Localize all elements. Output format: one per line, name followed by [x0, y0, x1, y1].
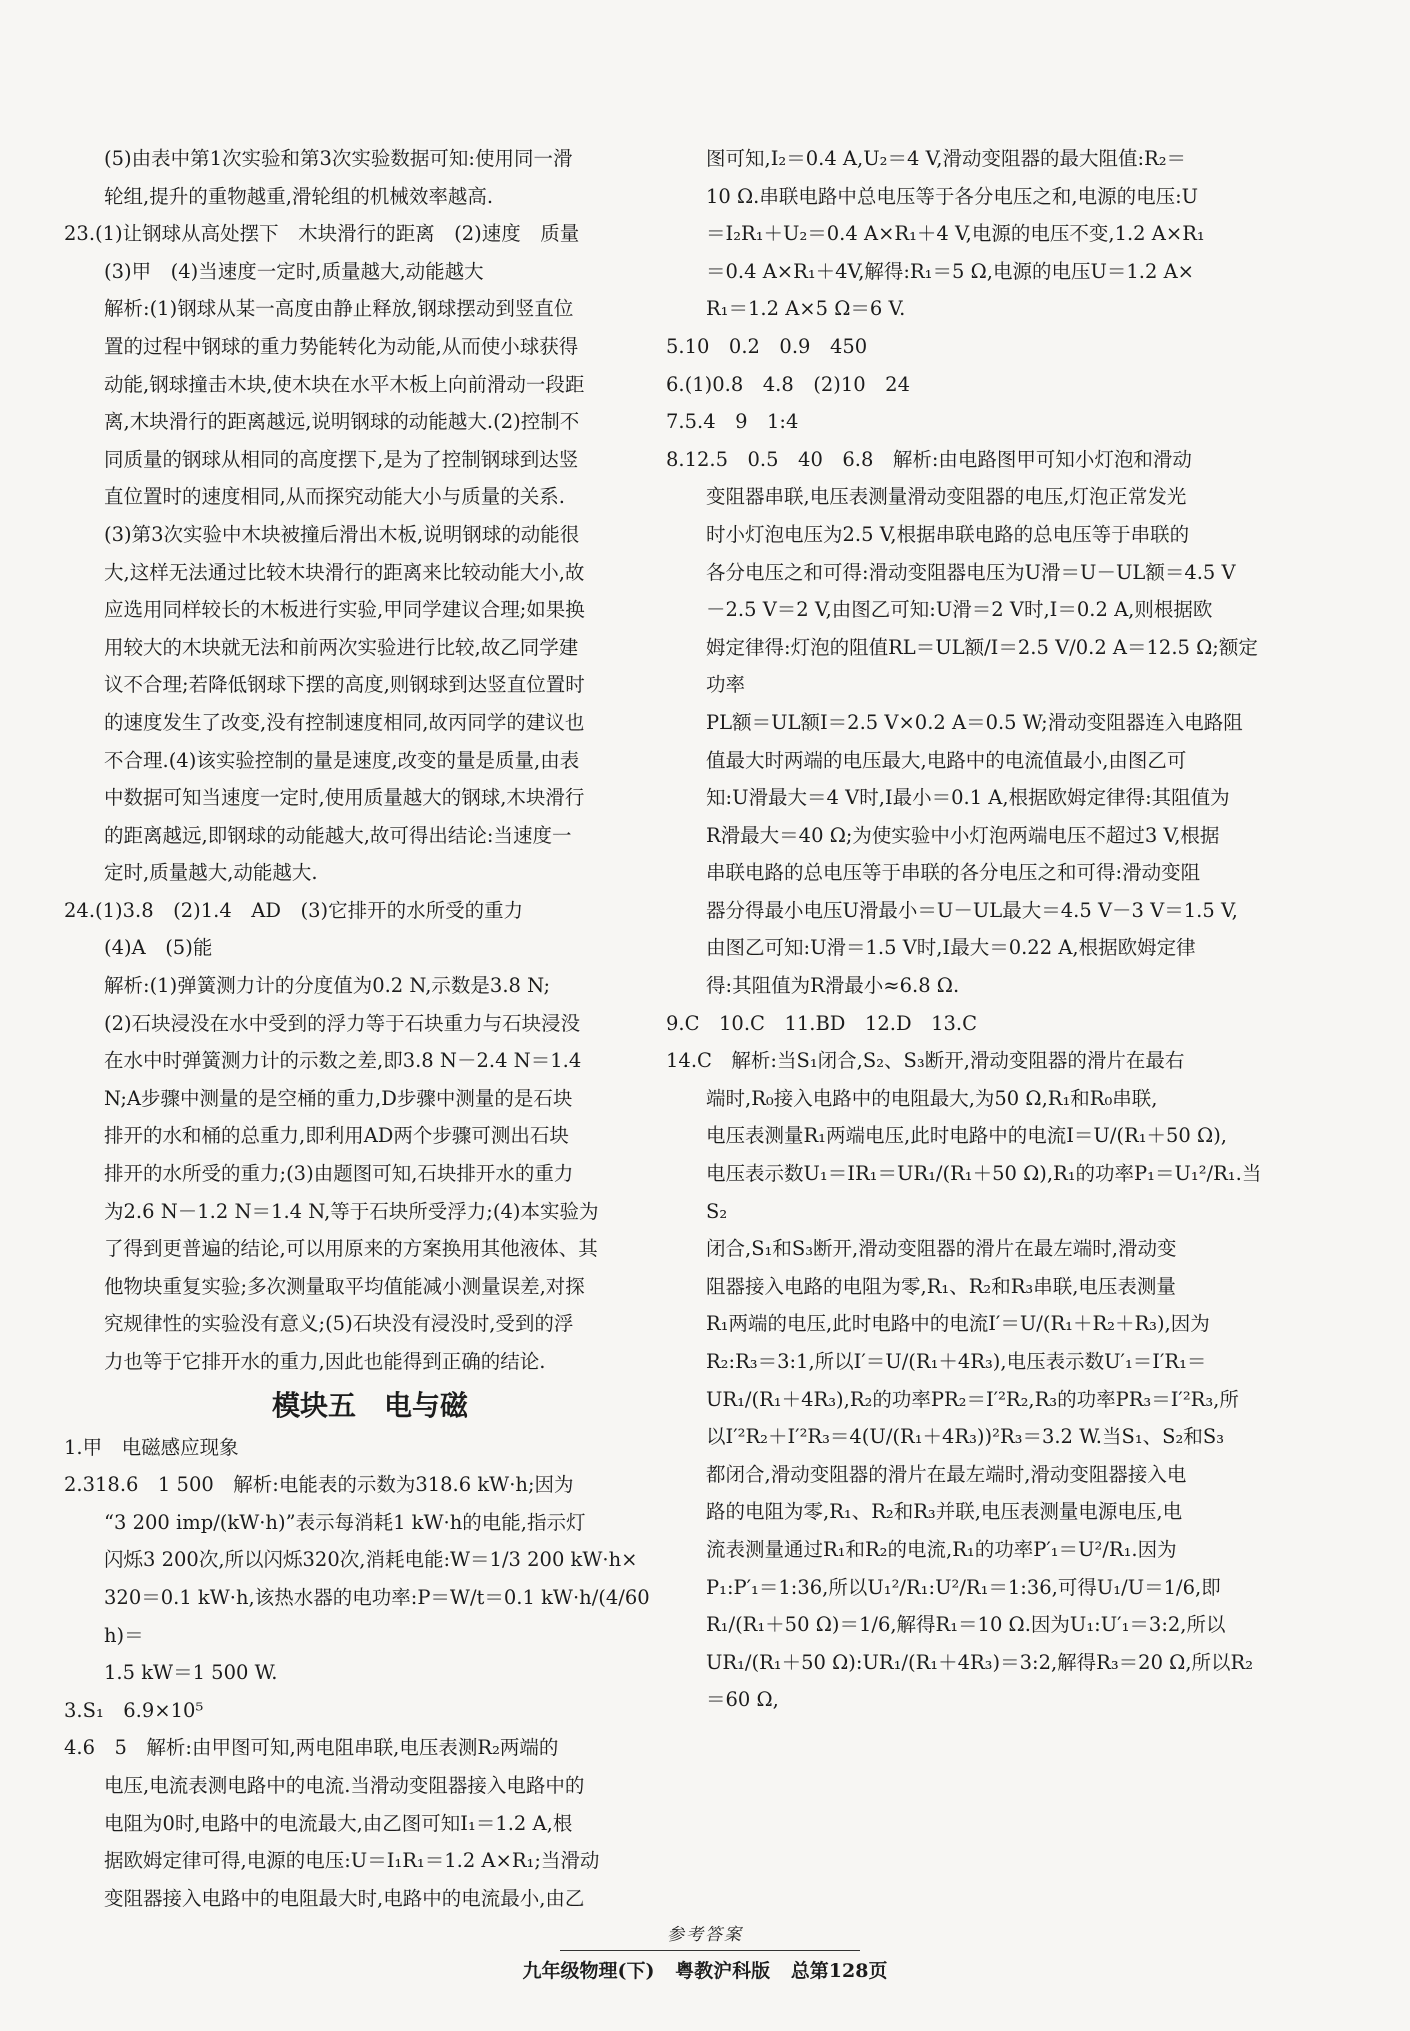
text-line: 变阻器串联,电压表测量滑动变阻器的电压,灯泡正常发光 — [706, 485, 1187, 509]
text-line: 值最大时两端的电压最大,电路中的电流值最小,由图乙可 — [706, 748, 1187, 772]
right-column — [666, 140, 1266, 1719]
text-line: 应选用同样较长的木板进行实验,甲同学建议合理;如果换 — [104, 598, 585, 622]
text-line: (4)A (5)能 — [104, 936, 213, 960]
footer-edition: 粤教沪科版 — [675, 1960, 771, 1982]
text-line: R₁＝1.2 A×5 Ω＝6 V. — [706, 297, 906, 321]
text-line: 6.(1)0.8 4.8 (2)10 24 — [666, 372, 910, 396]
text-line: 用较大的木块就无法和前两次实验进行比较,故乙同学建 — [104, 635, 579, 659]
text-line: 得:其阻值为R滑最小≈6.8 Ω. — [706, 974, 960, 998]
text-line: 排开的水和桶的总重力,即利用AD两个步骤可测出石块 — [104, 1124, 569, 1148]
text-line: ＝I₂R₁＋U₂＝0.4 A×R₁＋4 V,电源的电压不变,1.2 A×R₁ — [706, 222, 1205, 246]
text-line: 的距离越远,即钢球的动能越大,故可得出结论:当速度一 — [104, 823, 572, 847]
text-line: 1.甲 电磁感应现象 — [64, 1435, 239, 1459]
text-line: 直位置时的速度相同,从而探究动能大小与质量的关系. — [104, 485, 565, 509]
text-line: ＝0.4 A×R₁＋4V,解得:R₁＝5 Ω,电源的电压U＝1.2 A× — [706, 259, 1195, 283]
text-line: 以I′²R₂＋I′²R₃＝4(U/(R₁＋4R₃))²R₃＝3.2 W.当S₁、S₂和S₃ — [706, 1425, 1225, 1449]
text-line: 7.5.4 9 1:4 — [666, 410, 799, 434]
text-line: 据欧姆定律可得,电源的电压:U＝I₁R₁＝1.2 A×R₁;当滑动 — [104, 1849, 600, 1873]
text-line: 阻器接入电路的电阻为零,R₁、R₂和R₃串联,电压表测量 — [706, 1274, 1176, 1298]
text-line: 同质量的钢球从相同的高度摆下,是为了控制钢球到达竖 — [104, 447, 579, 471]
text-line: 闭合,S₁和S₃断开,滑动变阻器的滑片在最左端时,滑动变 — [706, 1237, 1177, 1261]
text-line: 3.S₁ 6.9×10⁵ — [64, 1698, 204, 1722]
text-line: 究规律性的实验没有意义;(5)石块没有浸没时,受到的浮 — [104, 1312, 574, 1336]
text-line: 各分电压之和可得:滑动变阻器电压为U滑＝U－UL额＝4.5 V — [706, 560, 1236, 584]
text-line: 的速度发生了改变,没有控制速度相同,故丙同学的建议也 — [104, 710, 585, 734]
text-line: 议不合理;若降低钢球下摆的高度,则钢球到达竖直位置时 — [104, 673, 585, 697]
text-line: R₁/(R₁＋50 Ω)＝1/6,解得R₁＝10 Ω.因为U₁:U′₁＝3:2,所以 — [706, 1613, 1226, 1637]
text-line: 1.5 kW＝1 500 W. — [104, 1661, 278, 1685]
text-line: 了得到更普遍的结论,可以用原来的方案换用其他液体、其 — [104, 1237, 598, 1261]
footer-caption: 参考答案 — [667, 1925, 743, 1945]
text-line: R滑最大＝40 Ω;为使实验中小灯泡两端电压不超过3 V,根据 — [706, 823, 1220, 847]
text-line: 大,这样无法通过比较木块滑行的距离来比较动能大小,故 — [104, 560, 585, 584]
text-line: 24.(1)3.8 (2)1.4 AD (3)它排开的水所受的重力 — [64, 898, 524, 922]
text-line: 9.C 10.C 11.BD 12.D 13.C — [666, 1011, 978, 1035]
text-line: 排开的水所受的重力;(3)由题图可知,石块排开水的重力 — [104, 1162, 574, 1186]
text-line: 变阻器接入电路中的电阻最大时,电路中的电流最小,由乙 — [104, 1886, 585, 1910]
text-line: 在水中时弹簧测力计的示数之差,即3.8 N－2.4 N＝1.4 — [104, 1049, 582, 1073]
text-line: 电压表示数U₁＝IR₁＝UR₁/(R₁＋50 Ω),R₁的功率P₁＝U₁²/R₁.当S₂ — [706, 1162, 1262, 1223]
text-line: (3)第3次实验中木块被撞后滑出木板,说明钢球的动能很 — [104, 522, 580, 546]
text-line: 他物块重复实验;多次测量取平均值能减小测量误差,对探 — [104, 1274, 585, 1298]
footer-grade: 九年级物理(下) — [522, 1960, 655, 1982]
text-line: 电压,电流表测电路中的电流.当滑动变阻器接入电路中的 — [104, 1773, 585, 1797]
text-line: 2.318.6 1 500 解析:电能表的示数为318.6 kW·h;因为 — [64, 1473, 574, 1497]
text-line: 都闭合,滑动变阻器的滑片在最左端时,滑动变阻器接入电 — [706, 1462, 1187, 1486]
text-line: 解析:(1)钢球从某一高度由静止释放,钢球摆动到竖直位 — [104, 297, 574, 321]
text-line: 由图乙可知:U滑＝1.5 V时,I最大＝0.22 A,根据欧姆定律 — [706, 936, 1196, 960]
text-line: 4.6 5 解析:由甲图可知,两电阻串联,电压表测R₂两端的 — [64, 1736, 559, 1760]
text-line: 23.(1)让钢球从高处摆下 木块滑行的距离 (2)速度 质量 — [64, 222, 580, 246]
text-line: 图可知,I₂＝0.4 A,U₂＝4 V,滑动变阻器的最大阻值:R₂＝ — [706, 147, 1187, 170]
text-line: 电压表测量R₁两端电压,此时电路中的电流I＝U/(R₁＋50 Ω), — [706, 1124, 1227, 1148]
footer-divider — [560, 1950, 860, 1951]
text-line: 为2.6 N－1.2 N＝1.4 N,等于石块所受浮力;(4)本实验为 — [104, 1199, 599, 1223]
text-line: “3 200 imp/(kW·h)”表示每消耗1 kW·h的电能,指示灯 — [104, 1510, 586, 1534]
text-line: 解析:(1)弹簧测力计的分度值为0.2 N,示数是3.8 N; — [104, 974, 551, 998]
text-line: R₁两端的电压,此时电路中的电流I′＝U/(R₁＋R₂＋R₃),因为 — [706, 1312, 1210, 1336]
text-line: 14.C 解析:当S₁闭合,S₂、S₃断开,滑动变阻器的滑片在最右 — [666, 1049, 1185, 1073]
left-column — [64, 140, 676, 1917]
text-line: 路的电阻为零,R₁、R₂和R₃并联,电压表测量电源电压,电 — [706, 1500, 1183, 1524]
text-line: 动能,钢球撞击木块,使木块在水平木板上向前滑动一段距 — [104, 372, 585, 396]
text-line: 8.12.5 0.5 40 6.8 解析:由电路图甲可知小灯泡和滑动 — [666, 447, 1192, 471]
text-line: R₂:R₃＝3:1,所以I′＝U/(R₁＋4R₃),电压表示数U′₁＝I′R₁＝ — [706, 1350, 1207, 1373]
text-line: N;A步骤中测量的是空桶的重力,D步骤中测量的是石块 — [104, 1086, 573, 1110]
text-line: 知:U滑最大＝4 V时,I最小＝0.1 A,根据欧姆定律得:其阻值为 — [706, 786, 1230, 810]
text-line: 320＝0.1 kW·h,该热水器的电功率:P＝W/t＝0.1 kW·h/(4/60 h)＝ — [104, 1585, 650, 1647]
text-line: 姆定律得:灯泡的阻值RL＝UL额/I＝2.5 V/0.2 A＝12.5 Ω;额定功率 — [706, 635, 1258, 697]
text-line: (3)甲 (4)当速度一定时,质量越大,动能越大 — [104, 259, 484, 283]
text-line: 电阻为0时,电路中的电流最大,由乙图可知I₁＝1.2 A,根 — [104, 1811, 573, 1835]
text-line: 中数据可知当速度一定时,使用质量越大的钢球,木块滑行 — [104, 786, 585, 810]
text-line: 10 Ω.串联电路中总电压等于各分电压之和,电源的电压:U — [706, 184, 1199, 208]
text-line: 时小灯泡电压为2.5 V,根据串联电路的总电压等于串联的 — [706, 522, 1190, 546]
text-line: 力也等于它排开水的重力,因此也能得到正确的结论. — [104, 1350, 546, 1373]
text-line: 流表测量通过R₁和R₂的电流,R₁的功率P′₁＝U²/R₁.因为 — [706, 1537, 1177, 1561]
text-line: 不合理.(4)该实验控制的量是速度,改变的量是质量,由表 — [104, 748, 580, 772]
text-line: 定时,质量越大,动能越大. — [104, 861, 318, 885]
text-line: 轮组,提升的重物越重,滑轮组的机械效率越高. — [104, 184, 494, 208]
text-line: PL额＝UL额I＝2.5 V×0.2 A＝0.5 W;滑动变阻器连入电路阻 — [706, 710, 1243, 734]
footer-page-number: 总第128页 — [790, 1960, 888, 1982]
section-title: 模块五 电与磁 — [271, 1388, 468, 1422]
text-line: 闪烁3 200次,所以闪烁320次,消耗电能:W＝1/3 200 kW·h× — [104, 1548, 638, 1572]
text-line: UR₁/(R₁＋50 Ω):UR₁/(R₁＋4R₃)＝3:2,解得R₃＝20 Ω,所以R₂＝60 Ω, — [706, 1650, 1254, 1712]
text-line: 串联电路的总电压等于串联的各分电压之和可得:滑动变阻 — [706, 861, 1201, 885]
text-line: 端时,R₀接入电路中的电阻最大,为50 Ω,R₁和R₀串联, — [706, 1086, 1158, 1110]
text-line: 5.10 0.2 0.9 450 — [666, 334, 868, 358]
text-line: (5)由表中第1次实验和第3次实验数据可知:使用同一滑 — [104, 147, 573, 170]
text-line: －2.5 V＝2 V,由图乙可知:U滑＝2 V时,I＝0.2 A,则根据欧 — [706, 598, 1213, 622]
text-line: UR₁/(R₁＋4R₃),R₂的功率PR₂＝I′²R₂,R₃的功率PR₃＝I′²R₃,所 — [706, 1387, 1239, 1411]
text-line: 离,木块滑行的距离越远,说明钢球的动能越大.(2)控制不 — [104, 410, 580, 434]
text-line: 置的过程中钢球的重力势能转化为动能,从而使小球获得 — [104, 334, 579, 358]
text-line: (2)石块浸没在水中受到的浮力等于石块重力与石块浸没 — [104, 1011, 581, 1035]
watermark — [1162, 1937, 1392, 2021]
text-line: 器分得最小电压U滑最小＝U－UL最大＝4.5 V－3 V＝1.5 V, — [706, 898, 1238, 922]
text-line: P₁:P′₁＝1:36,所以U₁²/R₁:U²/R₁＝1:36,可得U₁/U＝1/6,即 — [706, 1575, 1221, 1599]
